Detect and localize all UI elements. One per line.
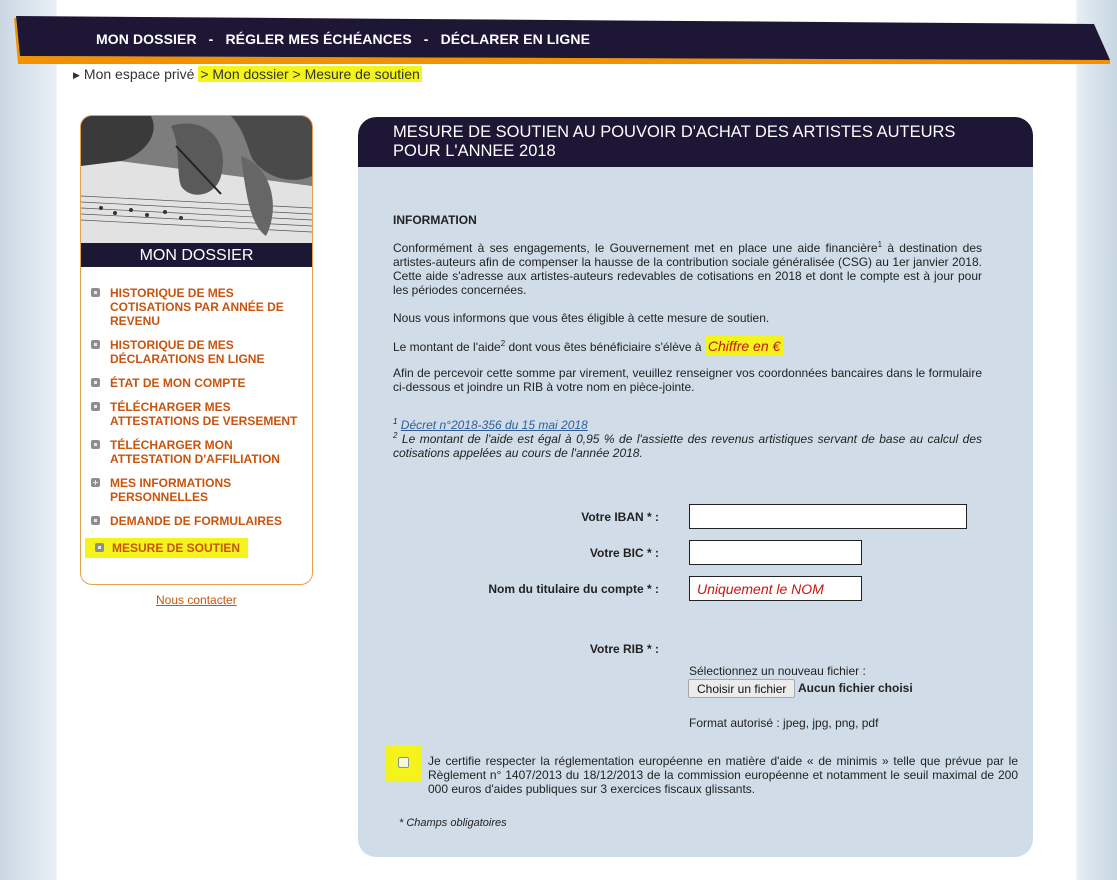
sidebar-item-attestation-affiliation[interactable] [81,438,312,466]
sidebar-item-historique-cotisations[interactable] [81,286,312,328]
sidebar-item-label: MES INFORMATIONS PERSONNELLES [110,476,232,504]
nav-regler-echeances[interactable]: RÉGLER MES ÉCHÉANCES [225,31,412,47]
plus-bullet-icon [91,478,100,487]
sidebar-item-label: HISTORIQUE DE MES COTISATIONS PAR ANNÉE DE REVENU [110,286,284,328]
sidebar-item-informations-personnelles[interactable] [81,476,312,504]
page-title: MESURE DE SOUTIEN AU POUVOIR D'ACHAT DES ARTISTES AUTEURS POUR L'ANNEE 2018 [393,123,956,160]
breadcrumb-root[interactable]: Mon espace privé [83,66,195,82]
bic-input[interactable] [689,540,862,565]
sidebar-menu [81,286,312,568]
sidebar [80,115,313,585]
top-navigation [14,16,1110,64]
certify-checkbox[interactable] [398,757,409,768]
info-heading: INFORMATION [393,213,477,227]
info-paragraph-1: Conformément à ses engagements, le Gouvernement met en place une aide financière$^1$ à destination des artistes-auteurs afin de compenser la hausse de la contribution sociale généralisée (CSG) au 1er janvier 2018. Cette aide s'adresse aux artistes-auteurs redevables de cotisations en 2018 et dont le compte est à jour pour les périodes concernées. [393,240,982,297]
square-bullet-icon [95,543,104,552]
information-section [393,213,982,460]
square-bullet-icon [91,340,100,349]
square-bullet-icon [91,288,100,297]
contact-link[interactable]: Nous contacter [156,593,237,607]
square-bullet-icon [91,402,100,411]
sidebar-title: MON DOSSIER [81,243,312,267]
decree-link[interactable]: Décret n°2018-356 du 15 mai 2018 [400,418,588,432]
nav-mon-dossier[interactable]: MON DOSSIER [96,31,197,47]
sidebar-item-etat-compte[interactable] [81,376,312,390]
sidebar-photo [81,116,312,243]
sidebar-item-label: DEMANDE DE FORMULAIRES [110,514,283,528]
file-formats: Format autorisé : jpeg, jpg, png, pdf [689,716,879,730]
sidebar-item-historique-declarations[interactable] [81,338,312,366]
choose-file-button[interactable]: Choisir un fichier [688,679,795,698]
nav-declarer-en-ligne[interactable]: DÉCLARER EN LIGNE [440,31,591,47]
sidebar-item-label: HISTORIQUE DE MES DÉCLARATIONS EN LIGNE [110,338,265,366]
info-paragraph-3: Le montant de l'aide$^2$ dont vous êtes bénéficiaire s'élève à Chiffre en € [393,339,982,354]
rib-label: Votre RIB * : [589,642,659,656]
iban-input[interactable] [689,504,967,529]
square-bullet-icon [91,440,100,449]
square-bullet-icon [91,378,100,387]
bic-label: Votre BIC * : [589,546,659,560]
certify-checkbox-highlight [386,745,422,781]
sidebar-item-label: ÉTAT DE MON COMPTE [110,376,246,390]
certify-text: Je certifie respecter la réglementation européenne en matière d'aide « de minimis » telle que prévue par le Règlement n° 1407/2013 du 18/12/2013 de la commission européenne et notamment le seuil maximal de 200 000 euros d'aides publiques sur 3 exercices fiscaux glissants. [428,754,1018,796]
info-paragraph-4: Afin de percevoir cette somme par virement, veuillez renseigner vos coordonnées bancaires dans le formulaire ci-dessous et joindre un RIB à votre nom en pièce-jointe. [393,366,982,394]
account-holder-label: Nom du titulaire du compte * : [488,582,659,596]
sidebar-item-label: TÉLÉCHARGER MON ATTESTATION D'AFFILIATION [110,438,280,466]
sidebar-item-label: TÉLÉCHARGER MES ATTESTATIONS DE VERSEMENT [110,400,298,428]
footnote-2: $^2$ Le montant de l'aide est égal à 0,95 % de l'assiette des revenus artistiques servant de base au calcul des cotisations appelées au cours de l'année 2018. [393,431,982,460]
iban-label: Votre IBAN * : [581,510,659,524]
file-status: Aucun fichier choisi [798,681,913,695]
sidebar-item-label: MESURE DE SOUTIEN [112,541,241,555]
breadcrumb [73,66,422,82]
nav-separator: - [208,31,214,47]
info-paragraph-2: Nous vous informons que vous êtes éligible à cette mesure de soutien. [393,311,770,325]
sidebar-item-attestations-versement[interactable] [81,400,312,428]
required-fields-note: * Champs obligatoires [399,817,507,829]
footnote-1: $^1$ Décret n°2018-356 du 15 mai 2018 [393,417,588,432]
hands-writing-score-image [81,116,312,243]
nav-separator: - [423,31,429,47]
breadcrumb-trail: > Mon dossier > Mesure de soutien [200,66,420,82]
square-bullet-icon [91,516,100,525]
panel-title-bar [358,117,1033,167]
amount-value: Chiffre en € [705,336,783,356]
file-prompt: Sélectionnez un nouveau fichier : [689,664,866,678]
breadcrumb-arrow-icon: ▶ [73,70,80,80]
main-panel [358,117,1033,857]
sidebar-item-mesure-soutien[interactable] [83,538,312,558]
account-holder-input[interactable] [689,576,862,601]
sidebar-item-demande-formulaires[interactable] [81,514,312,528]
